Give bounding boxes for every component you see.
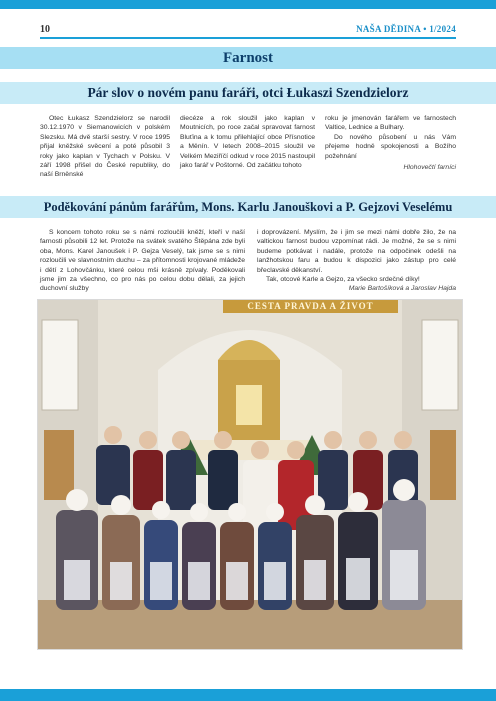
section-title: Farnost [0,47,496,69]
article1-col3-text: roku je jmenován farářem ve farnostech Valtice, Lednice a Bulhary. [325,115,456,132]
article1-column-2 [180,114,315,170]
page-number: 10 [40,24,50,35]
issue-label: NAŠA DĚDINA • 1/2024 [356,24,456,34]
bottom-color-band [0,689,496,701]
article1-signature: Hlohovečtí farníci [403,164,456,172]
top-color-band [0,0,496,9]
article2-col2b-text: Tak, otcové Karle a Gejzo, za všecko srdečné díky! [266,276,420,284]
article1-title: Pár slov o novém panu faráři, otci Łukaszi Szendzielorz [0,82,496,104]
article2-col2-text: i doprovázení. Myslím, že i jim se mezi námi dobře žilo, že na valtickou farnost budou vzpomínat rádi. Je možné, že se s nimi budeme potkávat i nadále, protože na odpočinek odešli na lanžhotskou faru a budou k dispozici jako zástup pro celé břeclavské děkanství. [257,229,456,274]
article1-column-3 [325,114,456,172]
group-photo [37,299,463,650]
article2-column-2 [257,228,456,294]
church-interior-illustration [38,300,462,649]
article2-column-1 [40,228,245,294]
article1-col2-text: diecéze a rok sloužil jako kaplan v Moutnicích, po roce začal spravovat farnost Bluťina a k tomu přilehlající obce Přísnotice a Měnín. V letech 2008–2015 sloužil ve Velkém Meziříčí odkud v roce 2015 nastoupil jako farář v Poštorné. Od začátku tohoto [180,115,315,170]
church-banner: CESTA PRAVDA A ŽIVOT [223,300,398,313]
article1-column-1 [40,114,170,180]
article2-title: Poděkování pánům farářům, Mons. Karlu Janouškovi a P. Gejzovi Veselému [0,196,496,218]
article2-signature: Marie Bartošíková a Jaroslav Hajda [348,285,456,293]
header-rule [40,37,456,39]
article1-col1-text: Otec Łukasz Szendzielorz se narodil 30.12.1970 v Siemanowicích v polském Slezsku. Má dvě starší sestry. V roce 1995 přijal kněžské svěcení a poté působil 3 roky jako kaplan v Tychach v Polsku. V září 1998 přišel do České republiky, do naší Brněnské [40,115,170,179]
article1-col3b-text: Do nového působení u nás Vám přejeme hodně spokojenosti a Božího požehnání [325,133,456,160]
article2-col1-text: S koncem tohoto roku se s námi rozloučili kněží, kteří v naší farnosti působili 12 let. Protože na svátek svatého Štěpána zde byli oba, Mons. Karel Janoušek i P. Gejza Veselý, tak jsme se s nimi rozloučili ve slavnostním duchu – za přítomnosti krojované mládeže i dětí z Lohovčánku, které celou mši krásně zpívaly. Poděkovali jsme jim za všechno, co pro nás po celou dobu dělali, za jejich duchovní služby [40,229,245,293]
